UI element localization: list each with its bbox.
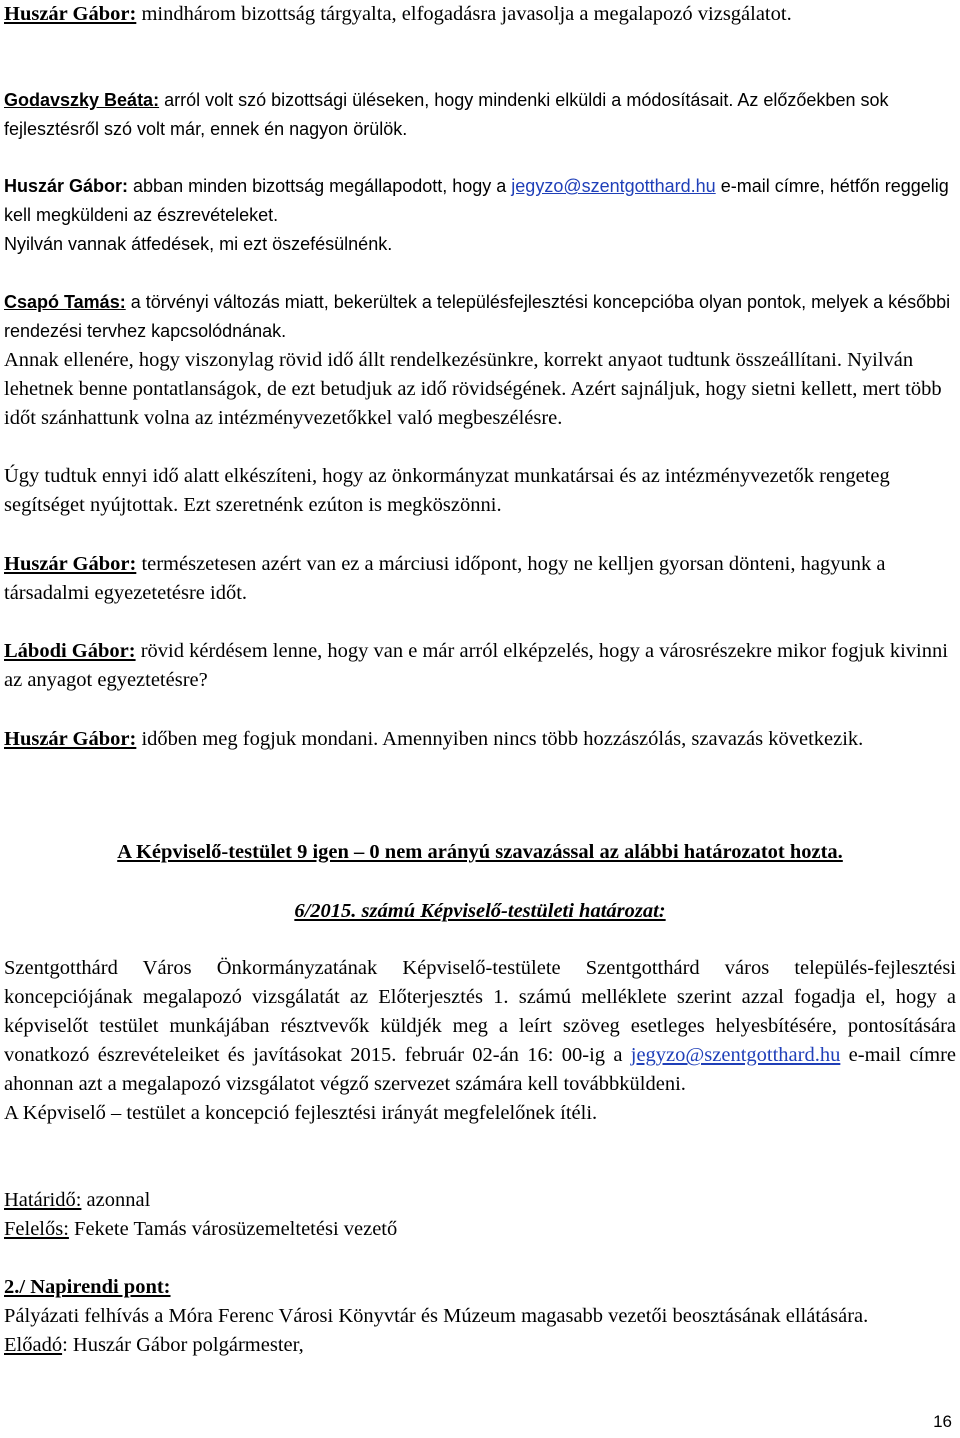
vote-result-text: A Képviselő-testület 9 igen – 0 nem arányú szavazással az alábbi határozatot hozta. <box>117 841 843 863</box>
paragraph-text: időben meg fogjuk mondani. Amennyiben nincs több hozzászólás, szavazás következik. <box>136 728 864 750</box>
paragraph-3 <box>4 172 956 259</box>
paragraph-2 <box>4 86 956 144</box>
deadline-label: Határidő: <box>4 1189 82 1211</box>
email-link[interactable]: jegyzo@szentgotthard.hu <box>630 1044 841 1066</box>
resolution-title-text: 6/2015. számú Képviselő-testületi határozat: <box>294 900 666 922</box>
responsible-value: Fekete Tamás városüzemeltetési vezető <box>68 1218 398 1240</box>
paragraph-text: arról volt szó bizottsági üléseken, hogy mindenki elküldi a módosításait. Az előzőekben sok fejlesztésről szó volt már, ennek én nagyon örülök. <box>4 90 889 139</box>
resolution-body <box>4 954 956 1128</box>
speaker-name: Huszár Gábor: <box>4 728 137 750</box>
paragraph-text: Úgy tudtuk ennyi idő alatt elkészíteni, hogy az önkormányzat munkatársai és az intézményvezetők rengeteg segítséget nyújtottak. Ezt szeretnénk ezúton is megköszönni. <box>4 465 890 516</box>
paragraph-text: Nyilván vannak átfedések, mi ezt öszefésülnénk. <box>4 234 393 254</box>
paragraph-9 <box>4 725 956 754</box>
paragraph-8 <box>4 637 956 695</box>
agenda-body <box>4 1302 956 1360</box>
speaker-name: Huszár Gábor: <box>4 553 137 575</box>
paragraph-7 <box>4 550 956 608</box>
paragraph-5 <box>4 346 956 433</box>
page-number: 16 <box>933 1412 952 1431</box>
paragraph-text: Annak ellenére, hogy viszonylag rövid idő állt rendelkezésünkre, korrekt anyaot tudtunk összeállítani. Nyilván lehetnek benne pontatlanságok, de ezt betudjuk az idő rövidségének. Azért sajnáljuk, hogy sietni kellett, mert több időt szánhattunk volna az intézményvezetőkkel való megbeszélésre. <box>4 349 942 429</box>
presenter-label: Előadó <box>4 1334 63 1356</box>
paragraph-1 <box>4 0 956 29</box>
responsible-line <box>4 1215 956 1244</box>
resolution-text: A Képviselő – testület a koncepció fejlesztési irányát megfelelőnek ítéli. <box>4 1102 598 1124</box>
email-link[interactable]: jegyzo@szentgotthard.hu <box>511 176 716 196</box>
resolution-text: Szentgotthárd Város Önkormányzatának Képviselő-testülete Szentgotthárd város település-fejlesztési koncepciójának megalapozó vizsgálatát az Előterjesztés 1. számú melléklete szerint azzal fogadja el, hogy a képviselőt testület munkájában résztvevők küldjék meg a leírt szöveg esetleges helyesbítésére, pontosítására vonatkozó észrevételeiket és javításokat 2015. február 02-án 16: 00-ig a <box>4 957 956 1066</box>
paragraph-text: mindhárom bizottság tárgyalta, elfogadásra javasolja a megalapozó vizsgálatot. <box>136 3 792 25</box>
agenda-heading <box>4 1273 956 1302</box>
presenter-value: : Huszár Gábor polgármester, <box>62 1334 304 1356</box>
speaker-name: Godavszky Beáta: <box>4 90 160 110</box>
paragraph-text: rövid kérdésem lenne, hogy van e már arról elképzelés, hogy a városrészekre mikor fogjuk kivinni az anyagot egyeztetésre? <box>4 640 948 691</box>
vote-result <box>4 838 956 867</box>
paragraph-text: természetesen azért van ez a márciusi időpont, hogy ne kelljen gyorsan dönteni, hagyunk a társadalmi egyezetetésre időt. <box>4 553 886 604</box>
paragraph-text: abban minden bizottság megállapodott, hogy a <box>128 176 512 196</box>
agenda-text: Pályázati felhívás a Móra Ferenc Városi Könyvtár és Múzeum magasabb vezetői beosztásának ellátására. <box>4 1305 869 1327</box>
agenda-heading-text: 2./ Napirendi pont: <box>4 1276 171 1298</box>
responsible-label: Felelős: <box>4 1218 69 1240</box>
speaker-name: Huszár Gábor: <box>4 3 137 25</box>
paragraph-4 <box>4 288 956 346</box>
speaker-name: Lábodi Gábor: <box>4 640 136 662</box>
paragraph-text: a törvényi változás miatt, bekerültek a településfejlesztési koncepcióba olyan pontok, melyek a későbbi rendezési tervhez kapcsolódnának. <box>4 292 951 341</box>
resolution-title <box>4 897 956 926</box>
resolution-text: e-mail címre ahonnan azt a megalapozó vizsgálatot végző szervezet számára kell továbbküldeni. <box>4 1044 956 1095</box>
deadline-value: azonnal <box>81 1189 151 1211</box>
paragraph-text: e-mail címre, hétfőn reggelig kell megküldeni az észrevételeket. <box>4 176 949 225</box>
deadline-line <box>4 1186 956 1215</box>
speaker-name: Huszár Gábor: <box>4 176 129 196</box>
speaker-name: Csapó Tamás: <box>4 292 126 312</box>
paragraph-6 <box>4 462 956 520</box>
